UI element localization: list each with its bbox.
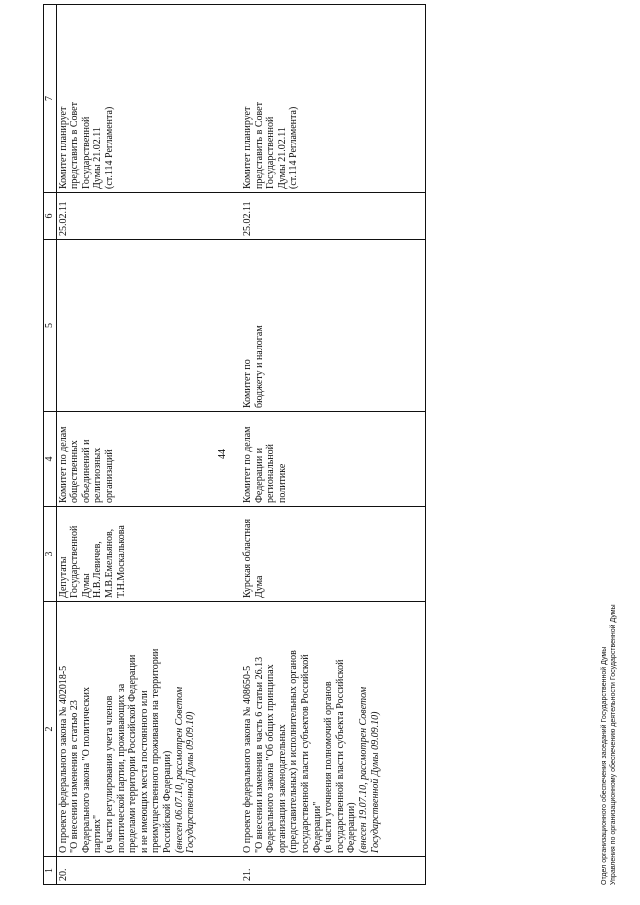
- column-number: 3: [44, 507, 57, 602]
- committee-cell: Комитет по делам общественных объединений и религиозных организаций: [56, 412, 241, 507]
- column-number: 4: [44, 412, 57, 507]
- author-cell: Депутаты Государственной Думы Н.В.Левичев, М.В.Емельянов, Т.Н.Москалькова: [56, 507, 241, 602]
- table-row: [56, 5, 241, 885]
- bill-note: (внесен 19.07.10, рассмотрен Советом Государственной Думы 09.09.10): [358, 686, 381, 853]
- bill-cell: [241, 602, 425, 857]
- plan-cell: Комитет планирует представить в Совет Государственной Думы 21.02.11 (ст.114 Регламента): [241, 5, 425, 193]
- column-number-row: [44, 5, 57, 885]
- date-cell: 25.02.11: [56, 193, 241, 240]
- author-cell: Курская областная Дума: [241, 507, 425, 602]
- column-number: 6: [44, 193, 57, 240]
- plan-cell: Комитет планирует представить в Совет Государственной Думы 21.02.11 (ст.114 Регламента): [56, 5, 241, 193]
- row-number: 21.: [241, 857, 425, 885]
- footer-line: Управления по организационному обеспечению деятельности Государственной Думы: [610, 604, 617, 885]
- bills-table: [43, 4, 426, 885]
- footer: [600, 604, 618, 885]
- bill-title: О проекте федерального закона № 408650-5 "О внесении изменения в часть 6 статьи 26.13 Федерального закона "Об общих принципах организации законодательных (представительных) и исполнительных органов государственной власти субъектов Российской Федерации" (в части уточнения полномочий органов государственной власти субъекта Российской Федерации): [242, 650, 358, 853]
- committee-cell: Комитет по делам Федерации и региональной политике: [241, 412, 425, 507]
- co-executor-cell: Комитет по бюджету и налогам: [241, 240, 425, 412]
- bill-title: О проекте федерального закона № 402018-5 "О внесении изменения в статью 23 Федерального закона "О политических партиях" (в части регулирования учета членов политической партии, проживающих за пределами территории Российской Федерации и не имеющих места постоянного или преимущественного проживания на территории Российской Федерации): [57, 648, 173, 853]
- column-number: 2: [44, 602, 57, 857]
- bill-cell: [56, 602, 241, 857]
- column-number: 5: [44, 240, 57, 412]
- column-number: 7: [44, 5, 57, 193]
- table-row: [241, 5, 425, 885]
- column-number: 1: [44, 857, 57, 885]
- bill-note: (внесен 06.07.10, рассмотрен Советом Государственной Думы 09.09.10): [173, 686, 197, 853]
- row-number: 20.: [56, 857, 241, 885]
- date-cell: 25.02.11: [241, 193, 425, 240]
- page-number: 44: [217, 449, 228, 459]
- footer-line: Отдел организационного обеспечения заседаний Государственной Думы: [601, 646, 608, 885]
- co-executor-cell: [56, 240, 241, 412]
